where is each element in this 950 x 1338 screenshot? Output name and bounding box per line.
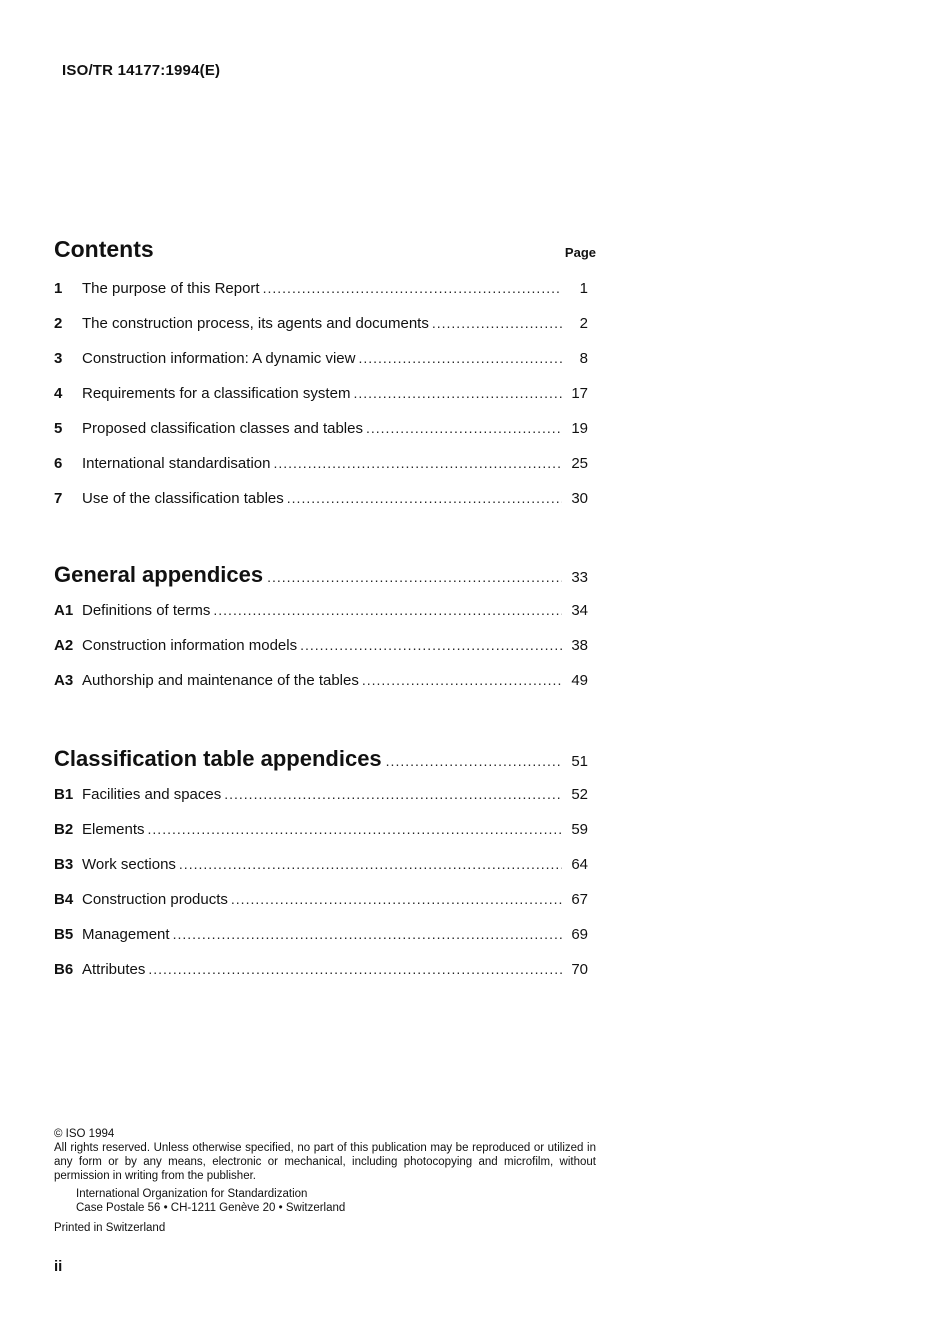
toc-entry-page: 25 <box>571 455 588 472</box>
toc-entry-page: 1 <box>579 280 588 297</box>
toc-entry-page: 64 <box>571 856 588 873</box>
toc-entry-number: B4 <box>54 891 74 908</box>
toc-entry-number: B6 <box>54 961 74 978</box>
toc-entry[interactable] <box>54 280 588 315</box>
toc-entry-number: A3 <box>54 672 74 689</box>
classification-appendices-heading[interactable] <box>54 746 588 786</box>
toc-entry-title: The construction process, its agents and documents <box>82 315 429 332</box>
toc-entry[interactable] <box>54 455 588 490</box>
toc-entry-title: Facilities and spaces <box>82 786 222 803</box>
rights-statement: All rights reserved. Unless otherwise specified, no part of this publication may be reproduced or utilized in any form or by any means, electronic or mechanical, including photocopying and microfilm, without permission in writing from the publisher. <box>54 1142 596 1182</box>
toc-entry-number: B1 <box>54 786 74 803</box>
toc-entry-title: Management <box>82 926 170 943</box>
toc-entry[interactable] <box>54 385 588 420</box>
toc-entry-page: 38 <box>571 637 588 654</box>
toc-entry-number: 7 <box>54 490 63 507</box>
toc-entry[interactable] <box>54 350 588 385</box>
leader-dots <box>273 455 562 471</box>
copyright-notice <box>54 1127 596 1235</box>
toc-entry-title: Definitions of terms <box>82 602 211 619</box>
document-id: ISO/TR 14177:1994(E) <box>62 62 221 79</box>
general-appendices-heading[interactable] <box>54 562 588 602</box>
toc-entry[interactable] <box>54 315 588 350</box>
toc-entry-title: The purpose of this Report <box>82 280 260 297</box>
toc-entry-title: Construction products <box>82 891 228 908</box>
leader-dots <box>263 280 562 296</box>
leader-dots <box>432 315 562 331</box>
toc-entry-page: 8 <box>579 350 588 367</box>
classification-appendices-section <box>54 746 588 996</box>
toc-entry[interactable] <box>54 926 588 961</box>
leader-dots <box>173 926 562 942</box>
toc-entry-page: 30 <box>571 490 588 507</box>
leader-dots <box>231 891 562 907</box>
leader-dots <box>386 753 562 769</box>
leader-dots <box>179 856 562 872</box>
leader-dots <box>148 821 562 837</box>
toc-entry[interactable] <box>54 672 588 707</box>
copyright-line: © ISO 1994 <box>54 1128 115 1140</box>
toc-entry-number: 1 <box>54 280 63 297</box>
leader-dots <box>358 350 562 366</box>
contents-heading-row <box>54 236 596 280</box>
leader-dots <box>287 490 562 506</box>
classification-appendices-title: Classification table appendices <box>54 746 382 771</box>
toc-entry-number: A2 <box>54 637 74 654</box>
toc-entry-page: 49 <box>571 672 588 689</box>
page-column-label: Page <box>564 245 596 260</box>
general-appendices-page: 33 <box>571 569 588 586</box>
publisher-name: International Organization for Standardization <box>76 1188 308 1200</box>
toc-entry-title: Attributes <box>82 961 146 978</box>
leader-dots <box>300 637 562 653</box>
toc-entry-number: B5 <box>54 926 74 943</box>
toc-entry[interactable] <box>54 856 588 891</box>
toc-entry[interactable] <box>54 786 588 821</box>
leader-dots <box>353 385 562 401</box>
leader-dots <box>366 420 562 436</box>
toc-entry[interactable] <box>54 821 588 856</box>
toc-entry-title: Use of the classification tables <box>82 490 284 507</box>
toc-entry-page: 17 <box>571 385 588 402</box>
leader-dots <box>362 672 562 688</box>
toc-entry-number: 5 <box>54 420 63 437</box>
toc-entry[interactable] <box>54 961 588 996</box>
toc-entry-page: 19 <box>571 420 588 437</box>
toc-entry-number: 2 <box>54 315 63 332</box>
toc-entry-page: 70 <box>571 961 588 978</box>
toc-entry[interactable] <box>54 602 588 637</box>
toc-entry[interactable] <box>54 420 588 455</box>
toc-entry-page: 34 <box>571 602 588 619</box>
classification-appendices-page: 51 <box>571 753 588 770</box>
leader-dots <box>224 786 562 802</box>
toc-entry-title: Authorship and maintenance of the tables <box>82 672 359 689</box>
toc-entry-page: 59 <box>571 821 588 838</box>
toc-entry-page: 67 <box>571 891 588 908</box>
toc-entry[interactable] <box>54 490 588 525</box>
general-appendices-title: General appendices <box>54 562 264 587</box>
toc-entry-page: 2 <box>579 315 588 332</box>
publisher-postal-address: Case Postale 56 • CH-1211 Genève 20 • Switzerland <box>76 1202 346 1214</box>
publisher-address <box>76 1187 596 1215</box>
toc-entry-number: 3 <box>54 350 63 367</box>
general-appendices-section <box>54 562 588 707</box>
toc-entry-title: International standardisation <box>82 455 271 472</box>
toc-entry-number: B2 <box>54 821 74 838</box>
page-number: ii <box>54 1258 63 1275</box>
toc-entry-number: A1 <box>54 602 74 619</box>
leader-dots <box>213 602 562 618</box>
leader-dots <box>148 961 562 977</box>
contents-section <box>54 236 596 525</box>
toc-entry-number: 4 <box>54 385 63 402</box>
leader-dots <box>267 569 562 585</box>
toc-entry-title: Construction information models <box>82 637 298 654</box>
toc-entry-page: 69 <box>571 926 588 943</box>
toc-entry-title: Proposed classification classes and tables <box>82 420 363 437</box>
toc-entry-number: B3 <box>54 856 74 873</box>
contents-title: Contents <box>54 236 154 262</box>
toc-entry-title: Elements <box>82 821 145 838</box>
printed-in: Printed in Switzerland <box>54 1222 166 1234</box>
toc-entry[interactable] <box>54 637 588 672</box>
toc-entry-title: Requirements for a classification system <box>82 385 351 402</box>
toc-entry[interactable] <box>54 891 588 926</box>
toc-entry-title: Work sections <box>82 856 176 873</box>
toc-entry-page: 52 <box>571 786 588 803</box>
toc-entry-number: 6 <box>54 455 63 472</box>
toc-entry-title: Construction information: A dynamic view <box>82 350 356 367</box>
